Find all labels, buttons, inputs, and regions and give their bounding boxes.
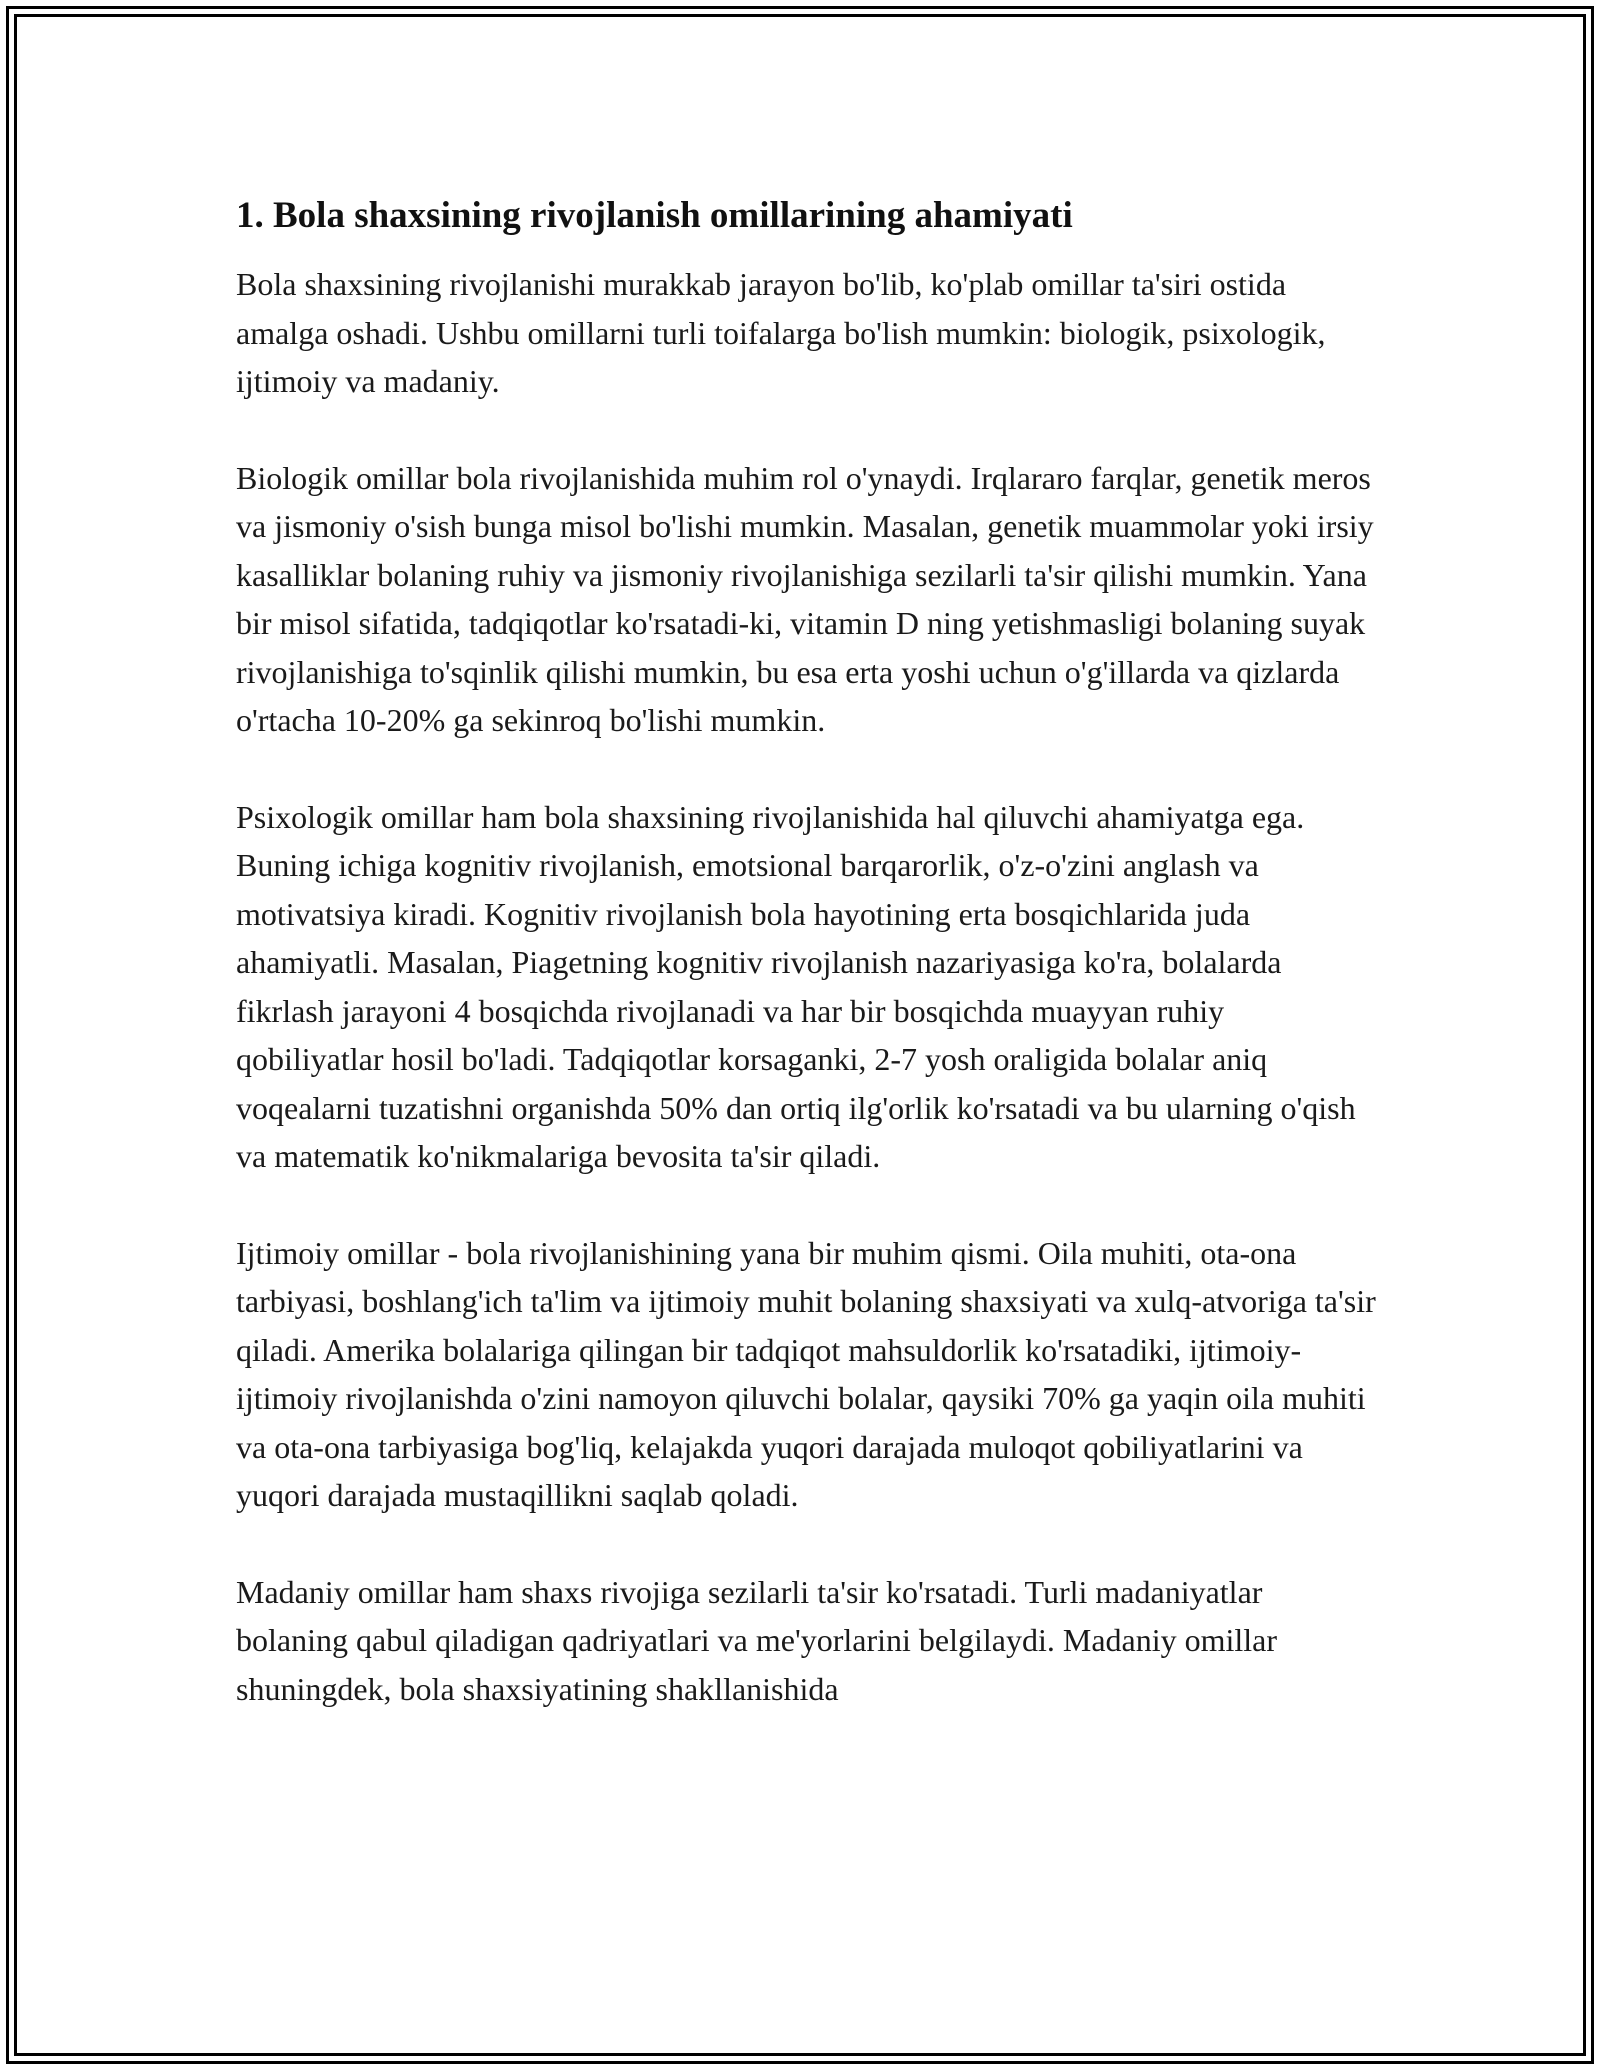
paragraph-biological-factors: Biologik omillar bola rivojlanishida muhim rol o'ynaydi. Irqlararo farqlar, genetik meros va jismoniy o'sish bunga misol bo'lishi mumkin. Masalan, genetik muammolar yoki irsiy kasalliklar bolaning ruhiy va jismoniy rivojlanishiga sezilarli ta'sir qilishi mumkin. Yana bir misol sifatida, tadqiqotlar ko'rsatadi-ki, vitamin D ning yetishmasligi bolaning suyak rivojlanishiga to'sqinlik qilishi mumkin, bu esa erta yoshi uchun o'g'illarda va qizlarda o'rtacha 10-20% ga sekinroq bo'lishi mumkin. <box>236 459 1374 738</box>
paragraph-psychological-factors: Psixologik omillar ham bola shaxsining rivojlanishida hal qiluvchi ahamiyatga ega. Buning ichiga kognitiv rivojlanish, emotsional barqarorlik, o'z-o'zini anglash va motivatsiya kiradi. Kognitiv rivojlanish bola hayotining erta bosqichlarida juda ahamiyatli. Masalan, Piagetning kognitiv rivojlanish nazariyasiga ko'ra, bolalarda fikrlash jarayoni 4 bosqichda rivojlanadi va har bir bosqichda muayyan ruhiy qobiliyatlar hosil bo'ladi. Tadqiqotlar korsaganki, 2-7 yosh oraligida bolalar aniq voqealarni tuzatishni organishda 50% dan ortiq ilg'orlik ko'rsatadi va bu ularning o'qish va matematik ko'nikmalariga bevosita ta'sir qiladi. <box>236 798 1356 1174</box>
paragraph-intro: Bola shaxsining rivojlanishi murakkab jarayon bo'lib, ko'plab omillar ta'siri ostida amalga oshadi. Ushbu omillarni turli toifalarga bo'lish mumkin: biologik, psixologik, ijtimoiy va madaniy. <box>236 266 1326 399</box>
document-body <box>236 180 1376 1761</box>
paragraph-cultural-factors: Madaniy omillar ham shaxs rivojiga sezilarli ta'sir ko'rsatadi. Turli madaniyatlar bolaning qabul qiladigan qadriyatlari va me'yorlarini belgilaydi. Madaniy omillar shuningdek, bola shaxsiyatining shakllanishida <box>236 1573 1278 1707</box>
paragraph-social-factors: Ijtimoiy omillar - bola rivojlanishining yana bir muhim qismi. Oila muhiti, ota-ona tarbiyasi, boshlang'ich ta'lim va ijtimoiy muhit bolaning shaxsiyati va xulq-atvoriga ta'sir qiladi. Amerika bolalariga qilingan bir tadqiqot mahsuldorlik ko'rsatadiki, ijtimoiy-ijtimoiy rivojlanishda o'zini namoyon qiluvchi bolalar, qaysiki 70% ga yaqin oila muhiti va ota-ona tarbiyasiga bog'liq, kelajakda yuqori darajada muloqot qobiliyatlarini va yuqori darajada mustaqillikni saqlab qoladi. <box>236 1234 1376 1513</box>
section-heading: 1. Bola shaxsining rivojlanish omillarining ahamiyati <box>236 195 1073 236</box>
